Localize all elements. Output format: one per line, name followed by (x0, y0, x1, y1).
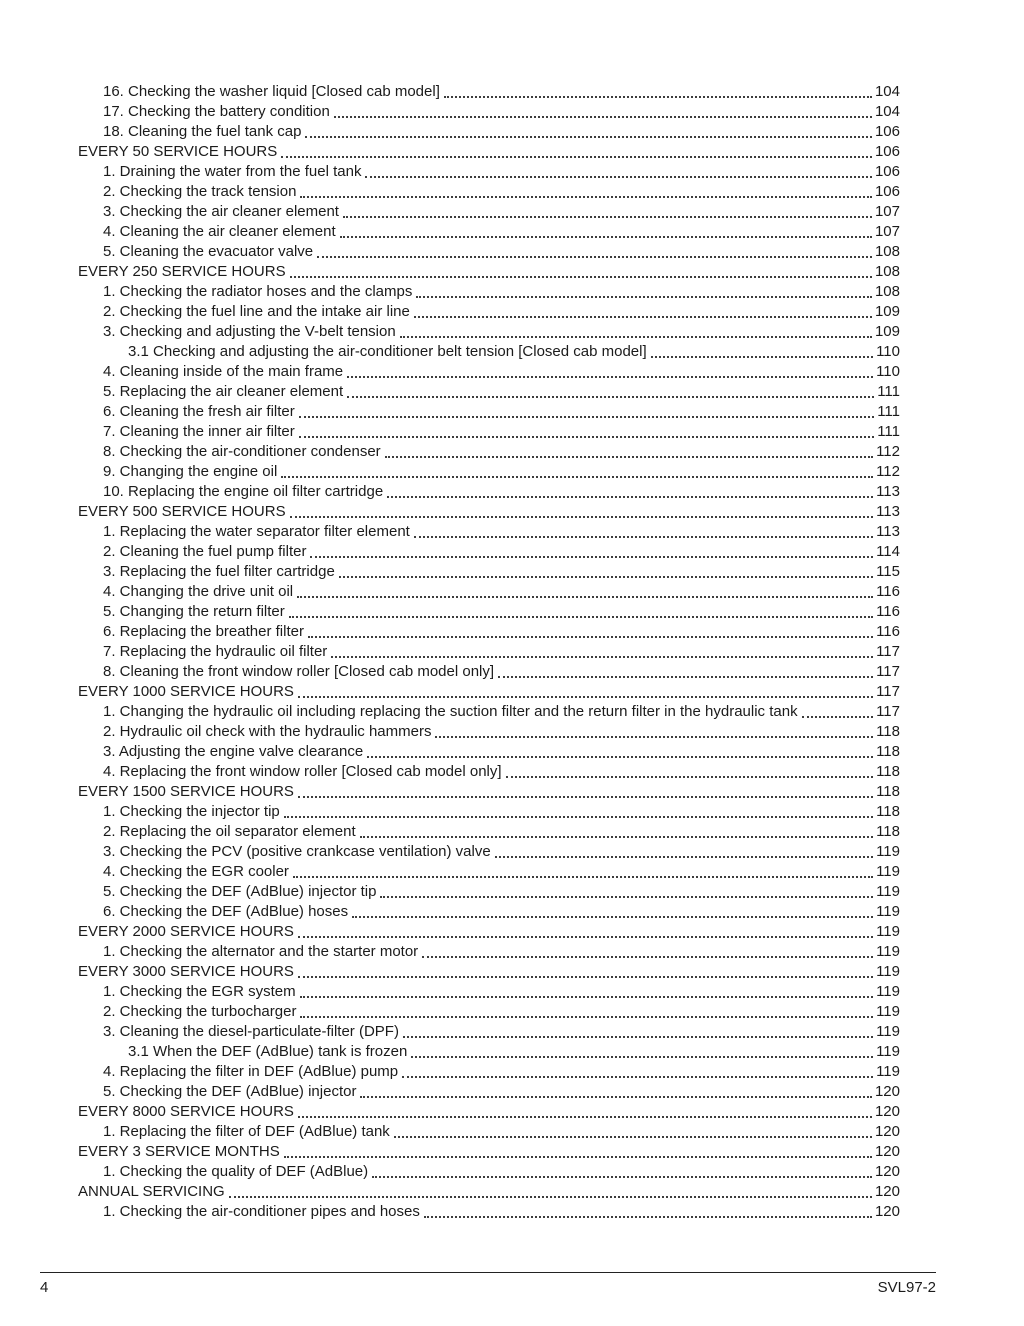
toc-entry-title: 1. Draining the water from the fuel tank (103, 163, 362, 180)
toc-leader-dots (422, 956, 873, 958)
toc-page-number: 118 (876, 763, 900, 780)
toc-entry (78, 342, 900, 362)
toc-page-number: 113 (876, 503, 900, 520)
toc-page-number: 119 (876, 943, 900, 960)
toc-leader-dots (385, 456, 873, 458)
toc-entry (78, 222, 900, 242)
toc-page-number: 113 (876, 483, 900, 500)
toc-entry-title: 2. Checking the track tension (103, 183, 297, 200)
toc-page-number: 119 (876, 1063, 900, 1080)
toc-entry (78, 482, 900, 502)
toc-leader-dots (298, 1116, 872, 1118)
toc-entry (78, 902, 900, 922)
toc-entry (78, 102, 900, 122)
toc-leader-dots (394, 1136, 872, 1138)
toc-entry (78, 882, 900, 902)
toc-entry-title: 3. Replacing the fuel filter cartridge (103, 563, 335, 580)
toc-entry-title: 2. Cleaning the fuel pump filter (103, 543, 307, 560)
toc-entry (78, 602, 900, 622)
toc-page-number: 106 (874, 183, 900, 200)
toc-entry-title: 6. Cleaning the fresh air filter (103, 403, 295, 420)
toc-leader-dots (229, 1196, 872, 1198)
toc-leader-dots (414, 536, 873, 538)
toc-entry (78, 962, 900, 982)
toc-leader-dots (300, 196, 872, 198)
toc-leader-dots (290, 516, 873, 518)
toc-page-number: 115 (876, 563, 900, 580)
toc-page-number: 118 (876, 723, 900, 740)
toc-leader-dots (299, 416, 874, 418)
toc-entry (78, 742, 900, 762)
toc-entry (78, 442, 900, 462)
toc-entry (78, 362, 900, 382)
toc-entry-title: 2. Hydraulic oil check with the hydraulic hammers (103, 723, 432, 740)
toc-entry-title: 1. Replacing the water separator filter element (103, 523, 410, 540)
toc-entry-title: 2. Replacing the oil separator element (103, 823, 356, 840)
toc-leader-dots (317, 256, 872, 258)
toc-entry (78, 1122, 900, 1142)
toc-leader-dots (281, 156, 872, 158)
toc-entry (78, 122, 900, 142)
toc-entry-title: EVERY 50 SERVICE HOURS (78, 143, 278, 160)
toc-entry-title: 3. Checking and adjusting the V-belt tension (103, 323, 396, 340)
toc-page-number: 119 (876, 1023, 900, 1040)
toc-leader-dots (424, 1216, 872, 1218)
toc-leader-dots (284, 816, 873, 818)
toc-entry-title: 1. Checking the alternator and the starter motor (103, 943, 419, 960)
toc-entry-title: 2. Checking the turbocharger (103, 1003, 297, 1020)
toc-leader-dots (352, 916, 873, 918)
toc-page-number: 116 (876, 623, 900, 640)
toc-entry (78, 722, 900, 742)
toc-page-number: 118 (876, 783, 900, 800)
toc-leader-dots (310, 556, 873, 558)
toc-entry-title: 4. Checking the EGR cooler (103, 863, 289, 880)
toc-entry (78, 1042, 900, 1062)
toc-entry (78, 462, 900, 482)
toc-entry (78, 822, 900, 842)
toc-entry (78, 1182, 900, 1202)
toc-entry-title: EVERY 3000 SERVICE HOURS (78, 963, 294, 980)
toc-leader-dots (339, 576, 873, 578)
toc-leader-dots (347, 376, 873, 378)
toc-page-number: 120 (874, 1083, 900, 1100)
toc-entry-title: 9. Changing the engine oil (103, 463, 278, 480)
toc-page-number: 116 (876, 603, 900, 620)
toc-page-number: 119 (876, 883, 900, 900)
toc-page-number: 119 (876, 1043, 900, 1060)
toc-leader-dots (331, 656, 873, 658)
toc-entry (78, 782, 900, 802)
toc-page-number: 116 (876, 583, 900, 600)
toc-page-number: 108 (874, 283, 900, 300)
toc-leader-dots (290, 276, 872, 278)
toc-page-number: 109 (874, 323, 900, 340)
toc-entry-title: 1. Checking the quality of DEF (AdBlue) (103, 1163, 369, 1180)
toc-entry (78, 1202, 900, 1222)
footer-page-number: 4 (40, 1279, 49, 1296)
toc-leader-dots (365, 176, 872, 178)
footer-doc-code: SVL97-2 (877, 1279, 936, 1296)
toc-entry-title: 5. Checking the DEF (AdBlue) injector tip (103, 883, 377, 900)
toc-page-number: 117 (876, 643, 900, 660)
toc-page-number: 109 (874, 303, 900, 320)
toc-page-number: 119 (876, 923, 900, 940)
toc-page-number: 104 (874, 103, 900, 120)
toc-entry-title: 6. Replacing the breather filter (103, 623, 304, 640)
toc-page-number: 120 (874, 1143, 900, 1160)
toc-page-number: 118 (876, 743, 900, 760)
toc-page-number: 114 (876, 543, 900, 560)
toc-leader-dots (651, 356, 873, 358)
toc-page-number: 110 (876, 363, 900, 380)
toc-entry (78, 582, 900, 602)
toc-entry (78, 282, 900, 302)
toc-leader-dots (334, 116, 872, 118)
toc-entry-title: 4. Changing the drive unit oil (103, 583, 294, 600)
toc-leader-dots (300, 996, 874, 998)
toc-page-number: 120 (874, 1103, 900, 1120)
toc-entry (78, 542, 900, 562)
toc-page-number: 117 (876, 703, 900, 720)
toc-leader-dots (414, 316, 872, 318)
toc-entry-title: 5. Cleaning the evacuator valve (103, 243, 314, 260)
toc-leader-dots (298, 696, 873, 698)
toc-entry-title: EVERY 2000 SERVICE HOURS (78, 923, 294, 940)
toc-leader-dots (298, 936, 873, 938)
toc-entry-title: 4. Cleaning inside of the main frame (103, 363, 344, 380)
toc-entry (78, 322, 900, 342)
toc-entry-title: 1. Replacing the filter of DEF (AdBlue) tank (103, 1123, 390, 1140)
toc-entry (78, 842, 900, 862)
toc-entry-title: 10. Replacing the engine oil filter cartridge (103, 483, 384, 500)
toc-entry (78, 922, 900, 942)
toc-entry (78, 82, 900, 102)
toc-entry (78, 682, 900, 702)
toc-entry-title: EVERY 3 SERVICE MONTHS (78, 1143, 280, 1160)
toc-entry (78, 162, 900, 182)
toc-entry (78, 702, 900, 722)
toc-leader-dots (372, 1176, 872, 1178)
toc-entry (78, 562, 900, 582)
toc-page-number: 106 (874, 163, 900, 180)
toc-entry (78, 522, 900, 542)
toc-entry-title: 1. Checking the air-conditioner pipes and hoses (103, 1203, 420, 1220)
toc-entry-title: 4. Cleaning the air cleaner element (103, 223, 336, 240)
toc-leader-dots (403, 1036, 873, 1038)
toc-leader-dots (299, 436, 874, 438)
toc-leader-dots (347, 396, 874, 398)
toc-page-number: 120 (874, 1203, 900, 1220)
toc-entry (78, 262, 900, 282)
toc-leader-dots (506, 776, 874, 778)
toc-entry-title: EVERY 8000 SERVICE HOURS (78, 1103, 294, 1120)
toc-page-number: 119 (876, 863, 900, 880)
toc-leader-dots (387, 496, 873, 498)
toc-entry (78, 502, 900, 522)
toc-leader-dots (495, 856, 873, 858)
toc-page-number: 118 (876, 823, 900, 840)
toc-page-number: 111 (877, 403, 900, 420)
toc-leader-dots (293, 876, 873, 878)
toc-leader-dots (802, 716, 874, 718)
toc-entry (78, 1062, 900, 1082)
toc-leader-dots (411, 1056, 873, 1058)
toc-entry-title: 8. Checking the air-conditioner condenser (103, 443, 381, 460)
toc-leader-dots (281, 476, 873, 478)
toc-entry (78, 142, 900, 162)
toc-entry (78, 982, 900, 1002)
toc-entry-title: 4. Replacing the front window roller [Closed cab model only] (103, 763, 502, 780)
toc-page-number: 112 (876, 463, 900, 480)
toc-entry (78, 762, 900, 782)
toc-leader-dots (289, 616, 873, 618)
toc-page-number: 119 (876, 983, 900, 1000)
toc-entry-title: 3.1 Checking and adjusting the air-conditioner belt tension [Closed cab model] (128, 343, 647, 360)
toc-page-number: 120 (874, 1183, 900, 1200)
toc-entry-title: ANNUAL SERVICING (78, 1183, 225, 1200)
toc-entry-title: 3. Cleaning the diesel-particulate-filter (DPF) (103, 1023, 399, 1040)
toc-leader-dots (498, 676, 873, 678)
toc-entry-title: 7. Cleaning the inner air filter (103, 423, 295, 440)
toc-entry (78, 302, 900, 322)
toc-page-number: 106 (874, 143, 900, 160)
toc-page-number: 113 (876, 523, 900, 540)
toc-entry-title: EVERY 250 SERVICE HOURS (78, 263, 286, 280)
toc-page-number: 110 (876, 343, 900, 360)
toc-entry (78, 662, 900, 682)
toc-leader-dots (297, 596, 873, 598)
toc-leader-dots (340, 236, 872, 238)
toc-entry-title: EVERY 1000 SERVICE HOURS (78, 683, 294, 700)
toc-page-number: 120 (874, 1163, 900, 1180)
toc-entry (78, 402, 900, 422)
toc-page-number: 119 (876, 903, 900, 920)
toc-page-number: 111 (877, 383, 900, 400)
toc-page-number: 117 (876, 683, 900, 700)
toc-page-number: 118 (876, 803, 900, 820)
toc-page-number: 104 (874, 83, 900, 100)
toc-entry-title: 5. Checking the DEF (AdBlue) injector (103, 1083, 357, 1100)
toc-page-number: 119 (876, 963, 900, 980)
toc-entry-title: 3. Checking the air cleaner element (103, 203, 339, 220)
toc-page-number: 107 (874, 223, 900, 240)
toc-leader-dots (400, 336, 872, 338)
toc-leader-dots (298, 976, 873, 978)
toc-page-number: 108 (874, 263, 900, 280)
toc-leader-dots (300, 1016, 873, 1018)
toc-entry (78, 622, 900, 642)
table-of-contents (78, 82, 900, 1222)
toc-page-number: 119 (876, 843, 900, 860)
toc-entry (78, 802, 900, 822)
toc-entry-title: 3.1 When the DEF (AdBlue) tank is frozen (128, 1043, 408, 1060)
toc-entry (78, 242, 900, 262)
toc-leader-dots (305, 136, 871, 138)
toc-leader-dots (402, 1076, 873, 1078)
toc-entry (78, 1142, 900, 1162)
toc-entry-title: 17. Checking the battery condition (103, 103, 330, 120)
toc-entry-title: 6. Checking the DEF (AdBlue) hoses (103, 903, 349, 920)
toc-entry (78, 642, 900, 662)
toc-page-number: 117 (876, 663, 900, 680)
toc-leader-dots (308, 636, 873, 638)
toc-leader-dots (343, 216, 872, 218)
toc-page-number: 112 (876, 443, 900, 460)
toc-entry (78, 382, 900, 402)
toc-entry-title: 3. Checking the PCV (positive crankcase ventilation) valve (103, 843, 491, 860)
toc-entry (78, 942, 900, 962)
toc-entry-title: EVERY 500 SERVICE HOURS (78, 503, 286, 520)
toc-entry-title: 5. Changing the return filter (103, 603, 285, 620)
toc-entry-title: EVERY 1500 SERVICE HOURS (78, 783, 294, 800)
toc-leader-dots (298, 796, 873, 798)
toc-leader-dots (444, 96, 872, 98)
toc-entry (78, 1082, 900, 1102)
toc-entry-title: 1. Checking the EGR system (103, 983, 296, 1000)
toc-leader-dots (435, 736, 873, 738)
toc-entry-title: 1. Checking the injector tip (103, 803, 280, 820)
toc-leader-dots (380, 896, 873, 898)
toc-leader-dots (284, 1156, 872, 1158)
toc-entry (78, 422, 900, 442)
toc-entry (78, 1102, 900, 1122)
toc-leader-dots (367, 756, 873, 758)
toc-entry (78, 1162, 900, 1182)
toc-leader-dots (360, 1096, 872, 1098)
toc-page-number: 108 (874, 243, 900, 260)
toc-entry (78, 182, 900, 202)
toc-entry-title: 5. Replacing the air cleaner element (103, 383, 344, 400)
toc-entry-title: 8. Cleaning the front window roller [Closed cab model only] (103, 663, 495, 680)
toc-entry (78, 1002, 900, 1022)
toc-entry-title: 3. Adjusting the engine valve clearance (103, 743, 364, 760)
toc-page-number: 111 (877, 423, 900, 440)
toc-entry-title: 1. Checking the radiator hoses and the clamps (103, 283, 413, 300)
toc-entry-title: 18. Cleaning the fuel tank cap (103, 123, 302, 140)
toc-page-number: 120 (874, 1123, 900, 1140)
toc-leader-dots (416, 296, 872, 298)
toc-entry (78, 202, 900, 222)
toc-page-number: 119 (876, 1003, 900, 1020)
toc-page-number: 106 (874, 123, 900, 140)
toc-leader-dots (360, 836, 873, 838)
toc-entry (78, 862, 900, 882)
toc-entry-title: 7. Replacing the hydraulic oil filter (103, 643, 328, 660)
toc-entry-title: 4. Replacing the filter in DEF (AdBlue) pump (103, 1063, 399, 1080)
toc-page-number: 107 (874, 203, 900, 220)
page-footer (40, 1272, 936, 1296)
toc-entry-title: 2. Checking the fuel line and the intake air line (103, 303, 410, 320)
toc-entry (78, 1022, 900, 1042)
toc-entry-title: 16. Checking the washer liquid [Closed cab model] (103, 83, 440, 100)
toc-entry-title: 1. Changing the hydraulic oil including replacing the suction filter and the return filter in the hydraulic tank (103, 703, 798, 720)
